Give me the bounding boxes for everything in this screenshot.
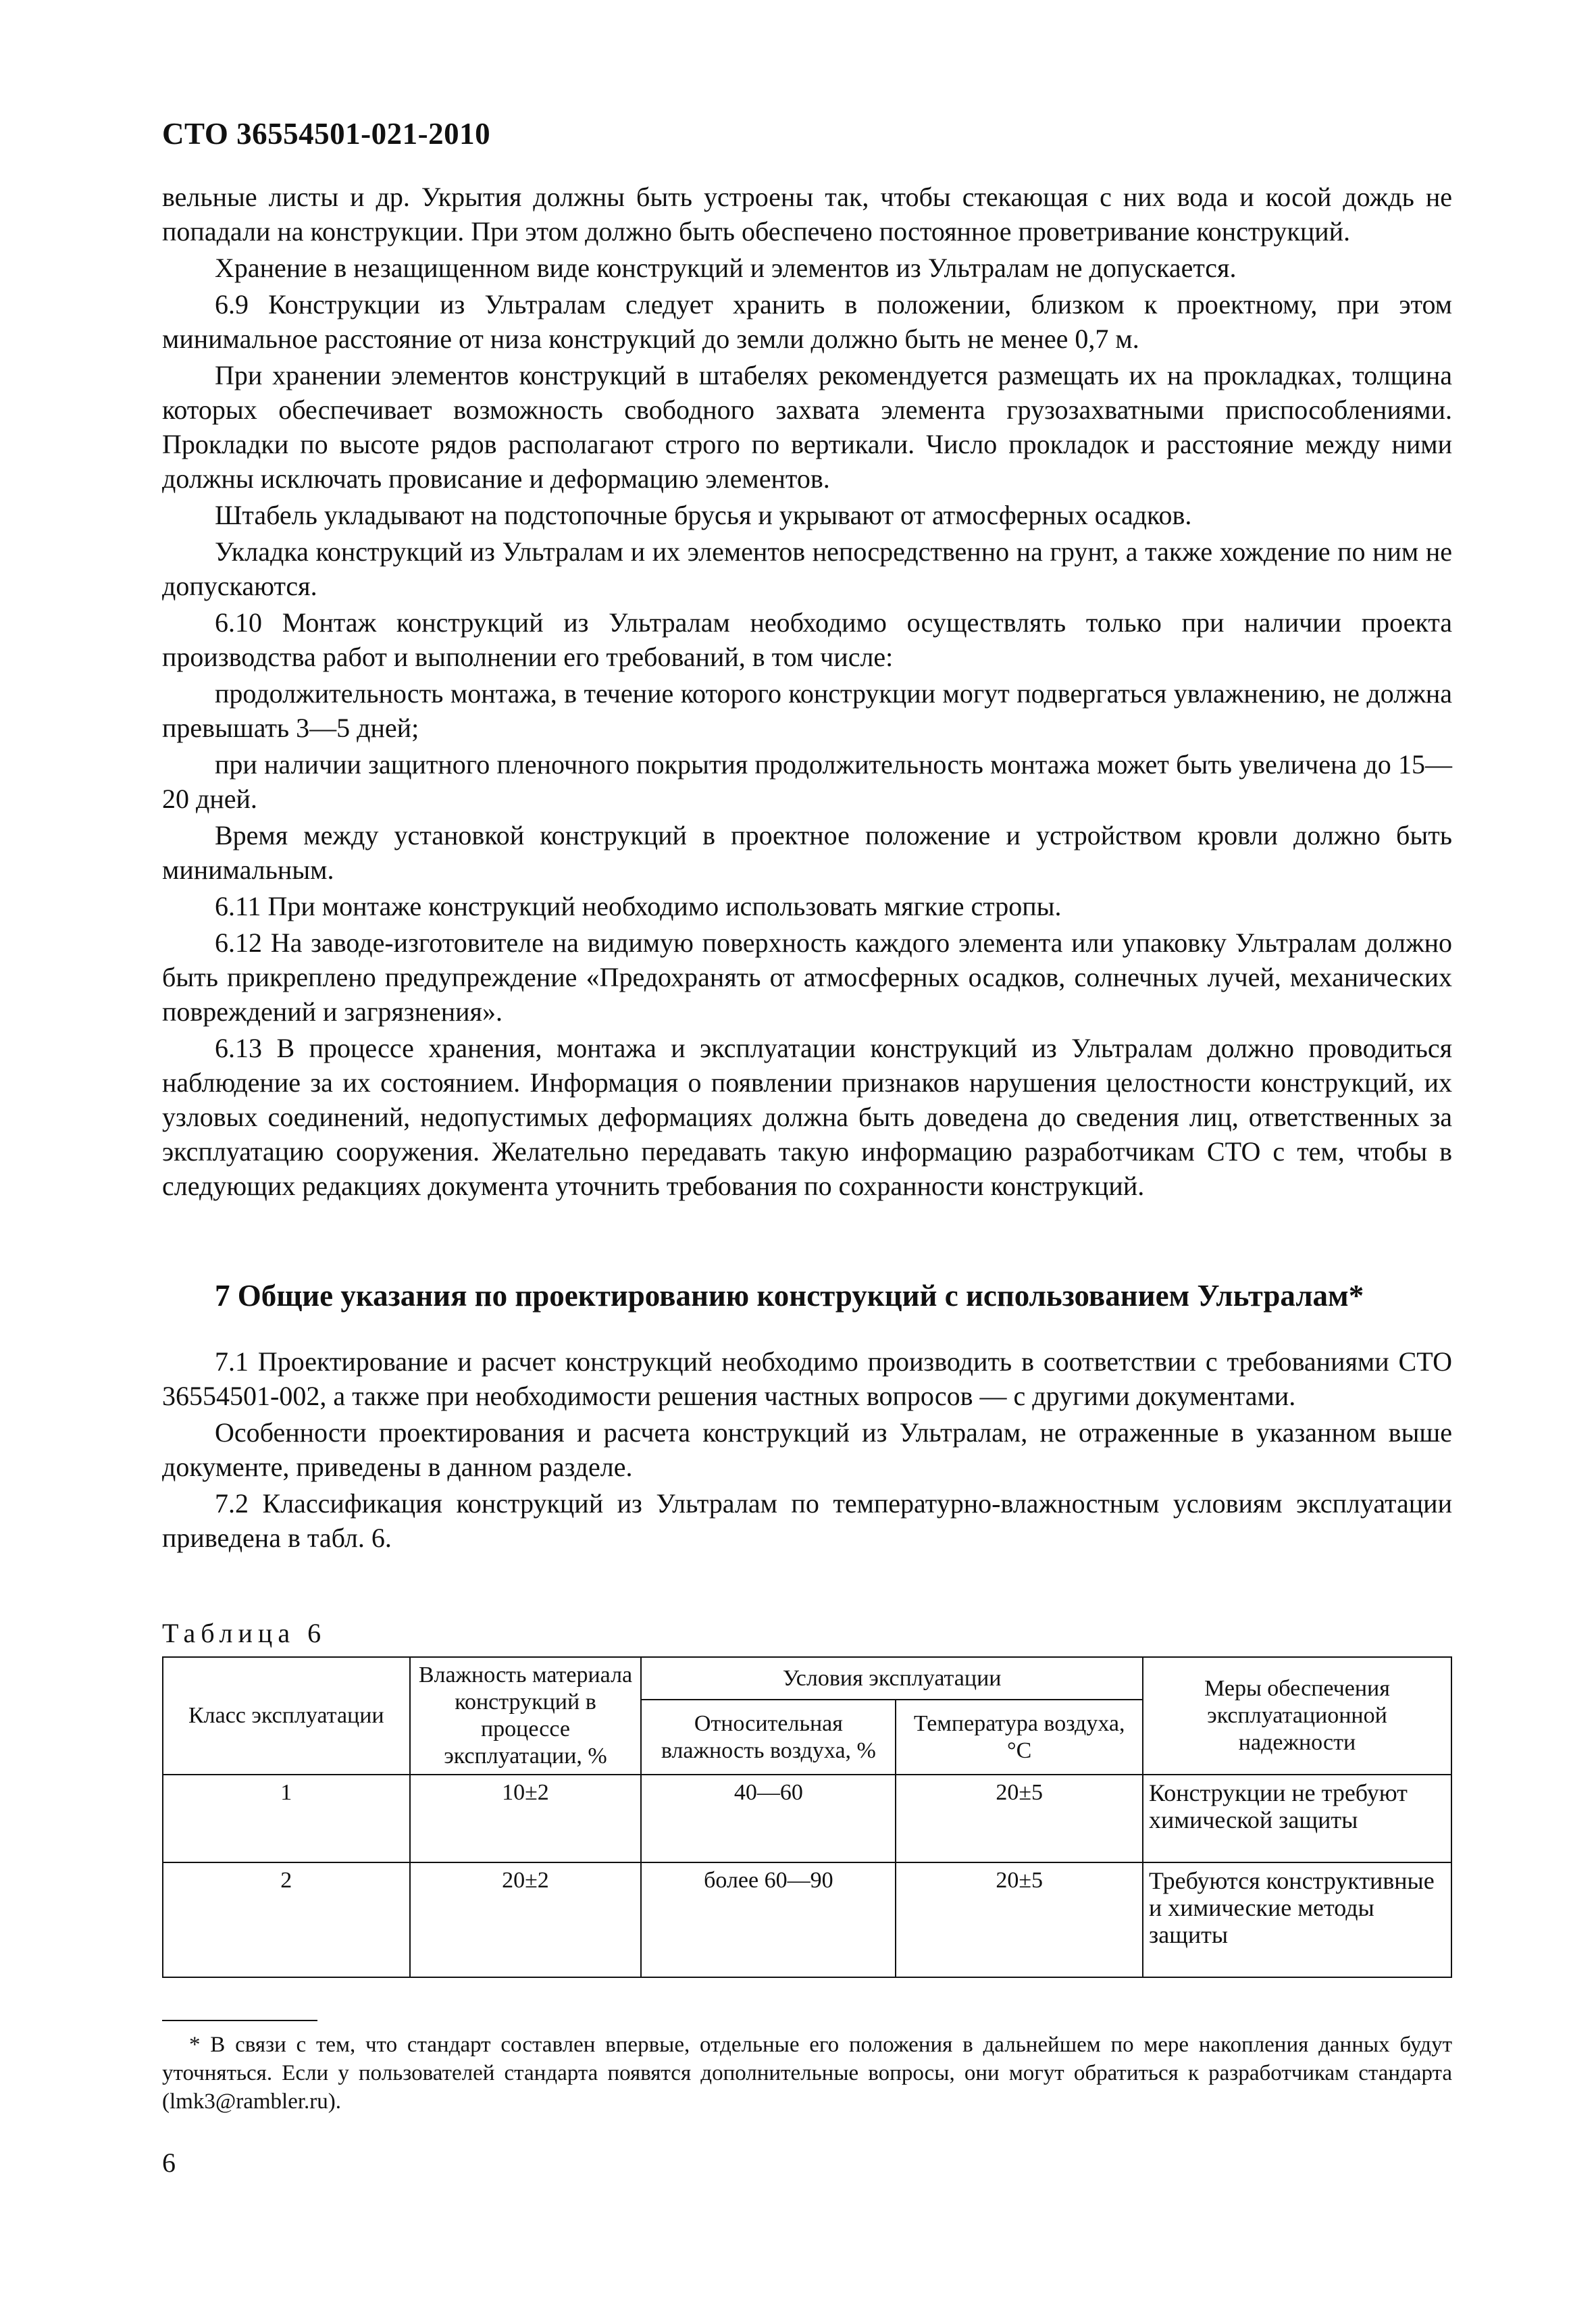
paragraph: При хранении элементов конструкций в штабелях рекомендуется размещать их на прокладках, толщина которых обеспечивает возможность свободного захвата элемента грузозахватными приспособлениями. Прокладки по высоте рядов располагают строго по вертикали. Число прокладок и расстояние между ними должны исключать провисание и деформацию элементов.: [162, 360, 1452, 494]
cell-temperature: 20±5: [896, 1775, 1143, 1862]
paragraph: 6.10 Монтаж конструкций из Ультралам необходимо осуществлять только при наличии проекта производства работ и выполнении его требований, в том числе:: [162, 607, 1452, 672]
cell-class: 2: [163, 1862, 410, 1977]
paragraph: 6.9 Конструкции из Ультралам следует хранить в положении, близком к проектному, при этом минимальное расстояние от низа конструкций до земли должно быть не менее 0,7 м.: [162, 289, 1452, 354]
paragraph: Хранение в незащищенном виде конструкций и элементов из Ультралам не допускается.: [215, 253, 1237, 283]
footnote-separator: [162, 2020, 317, 2021]
cell-moisture: 20±2: [410, 1862, 642, 1977]
cell-humidity: более 60—90: [641, 1862, 896, 1977]
paragraph: 7.2 Классификация конструкций из Ультралам по температурно-влажностным условиям эксплуатации приведена в табл. 6.: [162, 1488, 1452, 1553]
header-measures: Меры обеспечения эксплуатационной надежности: [1143, 1657, 1451, 1775]
header-class: Класс эксплуатации: [163, 1657, 410, 1775]
section-7-body: [162, 1344, 1452, 1557]
table-row: [163, 1862, 1451, 1977]
table-row: [163, 1775, 1451, 1862]
section-7-title: 7 Общие указания по проектированию конструкций с использованием Ультралам*: [215, 1279, 1364, 1313]
document-code-header: СТО 36554501-021-2010: [162, 117, 491, 151]
paragraph: 6.12 На заводе-изготовителе на видимую поверхность каждого элемента или упаковку Ультралам должно быть прикреплено предупреждение «Предохранять от атмосферных осадков, солнечных лучей, механических повреждений и загрязнения».: [162, 927, 1452, 1027]
cell-measures: Требуются конструктивные и химические методы защиты: [1143, 1862, 1451, 1977]
paragraph: 7.1 Проектирование и расчет конструкций необходимо производить в соответствии с требованиями СТО 36554501-002, а также при необходимости решения частных вопросов — с другими документами.: [162, 1346, 1452, 1411]
paragraph: Время между установкой конструкций в проектное положение и устройством кровли должно быть минимальным.: [162, 820, 1452, 885]
cell-humidity: 40—60: [641, 1775, 896, 1862]
cell-measures: Конструкции не требуют химической защиты: [1143, 1775, 1451, 1862]
paragraph: при наличии защитного пленочного покрытия продолжительность монтажа может быть увеличена до 15—20 дней.: [162, 749, 1452, 814]
table-caption: Таблица 6: [162, 1618, 327, 1648]
page-number: 6: [162, 2147, 176, 2178]
header-humidity: Относительная влажность воздуха, %: [641, 1700, 896, 1775]
cell-temperature: 20±5: [896, 1862, 1143, 1977]
paragraph: вельные листы и др. Укрытия должны быть устроены так, чтобы стекающая с них вода и косой дождь не попадали на конструкции. При этом должно быть обеспечено постоянное проветривание конструкций.: [162, 182, 1452, 247]
header-conditions: Условия эксплуатации: [641, 1657, 1143, 1700]
operating-class-table: [162, 1656, 1452, 1978]
header-temperature: Температура воздуха, °С: [896, 1700, 1143, 1775]
header-moisture: Влажность материала конструкций в процессе эксплуатации, %: [410, 1657, 642, 1775]
paragraph: продолжительность монтажа, в течение которого конструкции могут подвергаться увлажнению, не должна превышать 3—5 дней;: [162, 678, 1452, 743]
paragraph: 6.11 При монтаже конструкций необходимо использовать мягкие стропы.: [215, 891, 1062, 921]
section-6-body: [162, 180, 1452, 1205]
cell-class: 1: [163, 1775, 410, 1862]
footnote: * В связи с тем, что стандарт составлен впервые, отдельные его положения в дальнейшем по мере накопления данных будут уточняться. Если у пользователей стандарта появятся дополнительные вопросы, они могут обратиться к разработчикам стандарта (lmk3@rambler.ru).: [162, 2033, 1452, 2114]
cell-moisture: 10±2: [410, 1775, 642, 1862]
paragraph: Штабель укладывают на подстопочные брусья и укрывают от атмосферных осадков.: [215, 500, 1192, 530]
paragraph: Укладка конструкций из Ультралам и их элементов непосредственно на грунт, а также хождение по ним не допускаются.: [162, 536, 1452, 601]
paragraph: 6.13 В процессе хранения, монтажа и эксплуатации конструкций из Ультралам должно проводиться наблюдение за их состоянием. Информация о появлении признаков нарушения целостности конструкций, их узловых соединений, недопустимых деформациях должна быть доведена до сведения лиц, ответственных за эксплуатацию сооружения. Желательно передавать такую информацию разработчикам СТО с тем, чтобы в следующих редакциях документа уточнить требования по сохранности конструкций.: [162, 1033, 1452, 1201]
paragraph: Особенности проектирования и расчета конструкций из Ультралам, не отраженные в указанном выше документе, приведены в данном разделе.: [162, 1417, 1452, 1482]
